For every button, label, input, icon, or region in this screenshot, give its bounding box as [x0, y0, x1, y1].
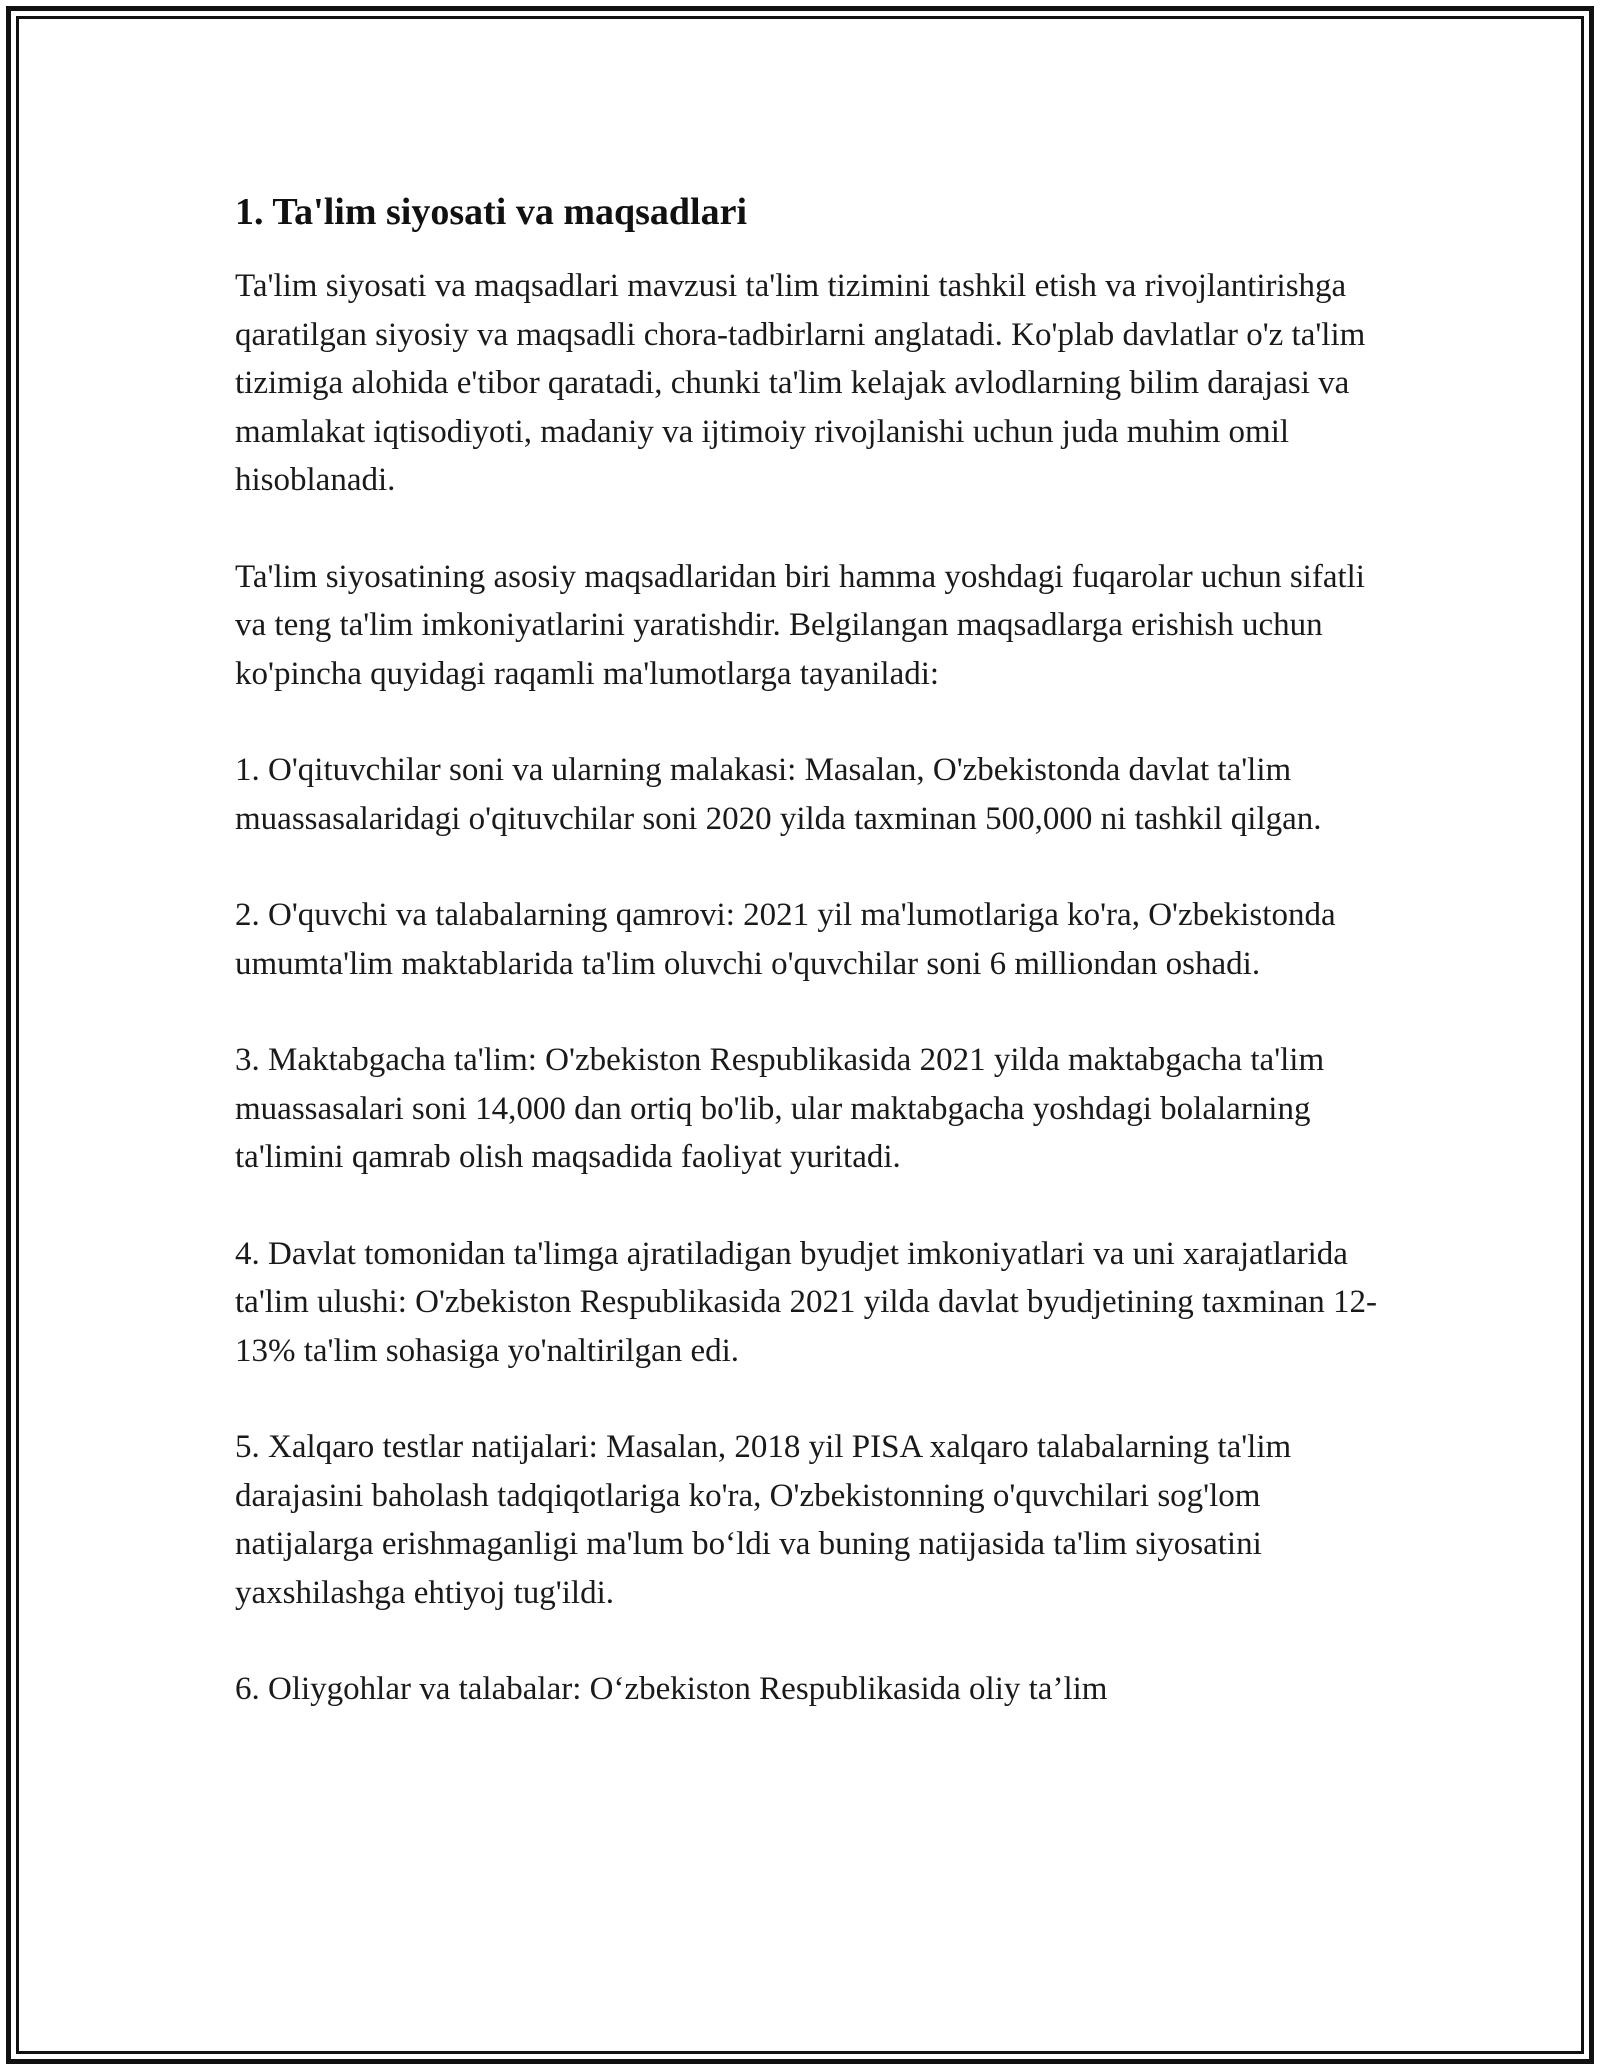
list-item-higher-education: 6. Oliygohlar va talabalar: O‘zbekiston Respublikasida oliy ta’lim — [235, 1671, 1108, 1707]
list-item-teachers: 1. O'qituvchilar soni va ularning malakasi: Masalan, O'zbekistonda davlat ta'lim muassasalaridagi o'qituvchilar soni 2020 yilda taxminan 500,000 ni tashkil qilgan. — [235, 752, 1322, 837]
list-item-budget: 4. Davlat tomonidan ta'limga ajratiladigan byudjet imkoniyatlari va uni xarajatlarida ta'lim ulushi: O'zbekiston Respublikasida 2021 yilda davlat byudjetining taxminan 12-13% ta'lim sohasiga yo'naltirilgan edi. — [235, 1235, 1377, 1369]
section-heading: 1. Ta'lim siyosati va maqsadlari — [235, 191, 748, 233]
document-body — [235, 188, 1395, 1762]
paragraph-goals: Ta'lim siyosatining asosiy maqsadlaridan biri hamma yoshdagi fuqarolar uchun sifatli va teng ta'lim imkoniyatlarini yaratishdir. Belgilangan maqsadlarga erishish uchun ko'pincha quyidagi raqamli ma'lumotlarga tayaniladi: — [235, 558, 1365, 692]
list-item-students: 2. O'quvchi va talabalarning qamrovi: 2021 yil ma'lumotlariga ko'ra, O'zbekistonda umumta'lim maktablarida ta'lim oluvchi o'quvchilar soni 6 milliondan oshadi. — [235, 897, 1336, 982]
list-item-pisa: 5. Xalqaro testlar natijalari: Masalan, 2018 yil PISA xalqaro talabalarning ta'lim darajasini baholash tadqiqotlariga ko'ra, O'zbekistonning o'quvchilari sog'lom natijalarga erishmaganligi ma'lum bo‘ldi va buning natijasida ta'lim siyosatini yaxshilashga ehtiyoj tug'ildi. — [235, 1429, 1292, 1611]
paragraph-intro: Ta'lim siyosati va maqsadlari mavzusi ta'lim tizimini tashkil etish va rivojlantirishga qaratilgan siyosiy va maqsadli chora-tadbirlarni anglatadi. Ko'plab davlatlar o'z ta'lim tizimiga alohida e'tibor qaratadi, chunki ta'lim kelajak avlodlarning bilim darajasi va mamlakat iqtisodiyoti, madaniy va ijtimoiy rivojlanishi uchun juda muhim omil hisoblanadi. — [235, 268, 1366, 498]
list-item-preschool: 3. Maktabgacha ta'lim: O'zbekiston Respublikasida 2021 yilda maktabgacha ta'lim muassasalari soni 14,000 dan ortiq bo'lib, ular maktabgacha yoshdagi bolalarning ta'limini qamrab olish maqsadida faoliyat yuritadi. — [235, 1042, 1325, 1175]
